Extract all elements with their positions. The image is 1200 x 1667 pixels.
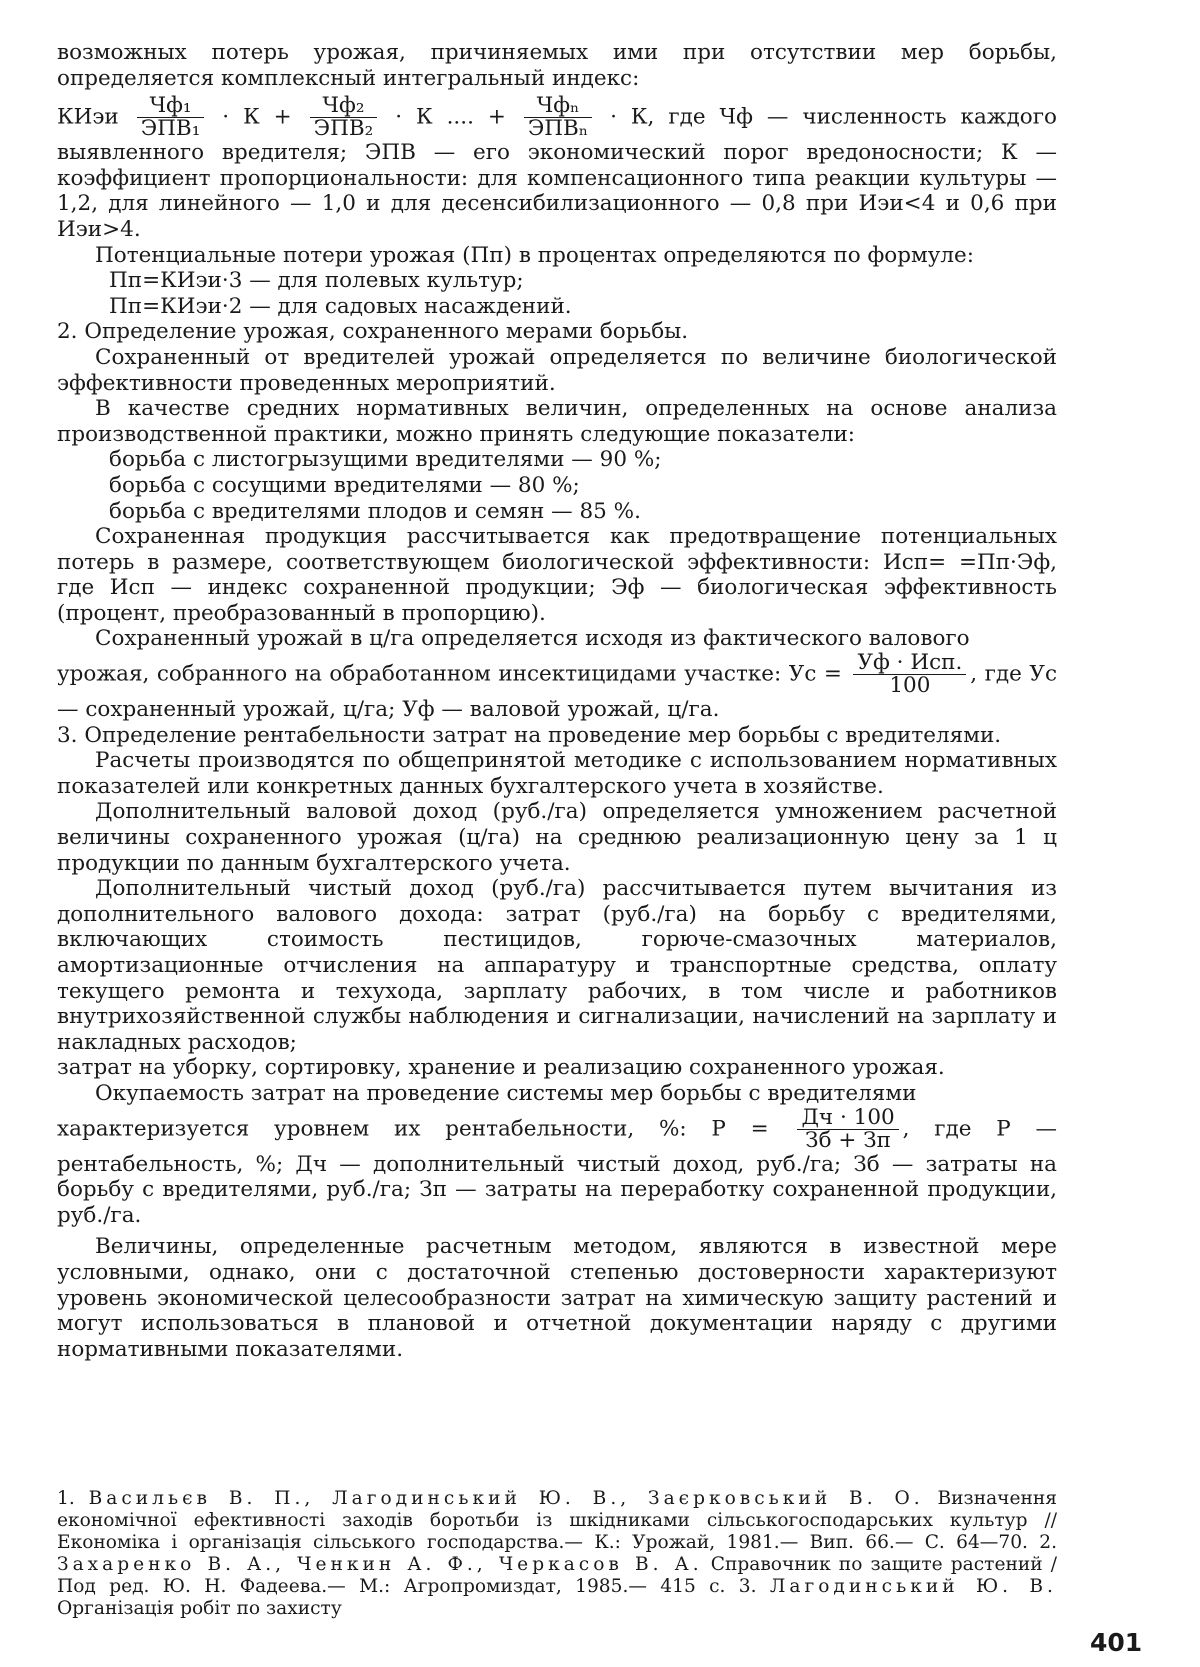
reference-text: Організація робіт по захисту [57,1598,342,1619]
integral-index-formula [57,95,1057,242]
profitability-formula-lead: характеризуется уровнем их рентабельности, %: Р = [57,1116,769,1142]
reference-text: Визначення економічної ефективності заходів боротьби із шкідниками сільськогосподарських культур // Економіка і організація сільського господарства.— К.: Урожай, 1981.— Вип. 66.— С. 64—70. [57,1488,1057,1553]
reference-authors: Васильєв В. П., Лагодинський Ю. В., Заєрковський В. О. [88,1488,924,1509]
section-3-title: 3. Определение рентабельности затрат на проведение мер борьбы с вредителями. [57,722,1002,748]
saved-yield-formula-lead: урожая, собранного на обработанном инсектицидами участке: Ус = [57,661,842,687]
reference-authors: Лагодинський Ю. В. [769,1576,1057,1597]
saved-yield-fraction [853,652,966,697]
section-3-paragraph-4: затрат на уборку, сортировку, хранение и реализацию сохраненного урожая. [57,1055,945,1081]
fraction-1 [137,95,205,140]
reference-number: 2. [1039,1532,1057,1553]
section-3-paragraph-3: Дополнительный чистый доход (руб./га) рассчитывается путем вычитания из дополнительного валового дохода: затрат (руб./га) на борьбу с вредителями, включающих стоимость пестицидов, горюче-смазочных материалов, амортизационные отчисления на аппаратуру и транспортные средства, оплату текущего ремонта и техухода, зарплату рабочих, в том числе и работников внутрихозяйственной службы наблюдения и сигнализации, начислений на зарплату и накладных расходов; [57,876,1057,1055]
profitability-denominator: Зб + Зп [805,1127,891,1153]
formula-lead: КИэи [57,104,119,130]
reference-number: 1. [57,1488,75,1509]
reference-text: Справочник по защите растений / Под ред. Ю. Н. Фадеева.— М.: Агропромиздат, 1985.— 415 с. [57,1554,1057,1597]
indicator-item: борьба с вредителями плодов и семян — 85 %. [109,498,641,524]
formula-explanation: · К, где Чф — численность каждого выявленного вредителя; ЭПВ — его экономический порог вредоносности; К — коэффициент пропорциональности: для компенсационного типа реакции культуры — 1,2, для линейного — 1,0 и для десенсибилизационного — 0,8 при Иэи<4 и 0,6 при Иэи>4. [57,104,1057,242]
indicator-item: борьба с листогрызущими вредителями — 90 %; [109,447,662,473]
fraction-3-numerator: Чфₙ [524,95,592,118]
section-2-paragraph-1: Сохраненный от вредителей урожай определяется по величине биологической эффективности проведенных мероприятий. [57,344,1057,396]
saved-yield-formula [57,652,1057,723]
profitability-numerator: Дч · 100 [797,1107,898,1130]
section-2-paragraph-3: Сохраненная продукция рассчитывается как предотвращение потенциальных потерь в размере, соответствующем биологической эффективности: Исп= =Пп·Эф, где Исп — индекс сохраненной продукции; Эф — биологическая эффективность (процент, преобразованный в пропорцию). [57,524,1057,626]
section-3-paragraph-2: Дополнительный валовой доход (руб./га) определяется умножением расчетной величины сохраненного урожая (ц/га) на среднюю реализационную цену за 1 ц продукции по данным бухгалтерского учета. [57,799,1057,876]
fraction-3 [524,95,592,140]
reference-number: 3. [738,1576,757,1597]
section-3-paragraph-1: Расчеты производятся по общепринятой методике с использованием нормативных показателей или конкретных данных бухгалтерского учета в хозяйстве. [57,748,1057,799]
reference-authors: Захаренко В. А., Ченкин А. Ф., Черкасов В. А. [57,1554,703,1575]
section-2-paragraph-2: В качестве средних нормативных величин, определенных на основе анализа производственной практики, можно принять следующие показатели: [57,396,1057,447]
fraction-2-denominator: ЭПВ₂ [313,116,374,142]
potential-losses-garden: Пп=КИэи·2 — для садовых насаждений. [109,293,572,319]
fraction-1-numerator: Чф₁ [137,95,205,118]
saved-yield-denominator: 100 [889,673,931,699]
conclusion-paragraph: Величины, определенные расчетным методом, являются в известной мере условными, однако, они с достаточной степенью достоверности характеризуют уровень экономической целесообразности затрат на химическую защиту растений и могут использоваться в плановой и отчетной документации наряду с другими нормативными показателями. [57,1234,1057,1362]
indicator-item: борьба с сосущими вредителями — 80 %; [109,472,580,498]
profitability-formula-explanation: , где Р — рентабельность, %; Дч — дополнительный чистый доход, руб./га; Зб — затраты на борьбу с вредителями, руб./га; Зп — затраты на переработку сохраненной продукции, руб./га. [57,1116,1057,1228]
profitability-intro: Окупаемость затрат на проведение системы мер борьбы с вредителями [95,1080,917,1106]
page-body [57,40,1057,1362]
formula-operator-2: · К .... + [395,104,506,130]
profitability-fraction [797,1104,898,1153]
profitability-formula [57,1104,1057,1229]
fraction-2-numerator: Чф₂ [310,95,378,118]
formula-operator-1: · К + [222,104,292,130]
references [57,1488,1057,1620]
fraction-2 [310,95,378,140]
potential-losses-paragraph: Потенциальные потери урожая (Пп) в процентах определяются по формуле: [95,242,975,268]
intro-paragraph: возможных потерь урожая, причиняемых ими при отсутствии мер борьбы, определяется комплексный интегральный индекс: [57,40,1057,91]
potential-losses-field: Пп=КИэи·3 — для полевых культур; [109,268,524,294]
saved-yield-intro: Сохраненный урожай в ц/га определяется исходя из фактического валового [95,626,970,652]
section-2-title: 2. Определение урожая, сохраненного мерами борьбы. [57,319,689,345]
page-number: 401 [1090,1628,1143,1657]
saved-yield-numerator: Уф · Исп. [853,652,966,675]
saved-yield-formula-explanation: , где Ус — сохраненный урожай, ц/га; Уф — валовой урожай, ц/га. [57,661,1058,723]
fraction-3-denominator: ЭПВₙ [527,116,589,142]
fraction-1-denominator: ЭПВ₁ [140,116,201,142]
